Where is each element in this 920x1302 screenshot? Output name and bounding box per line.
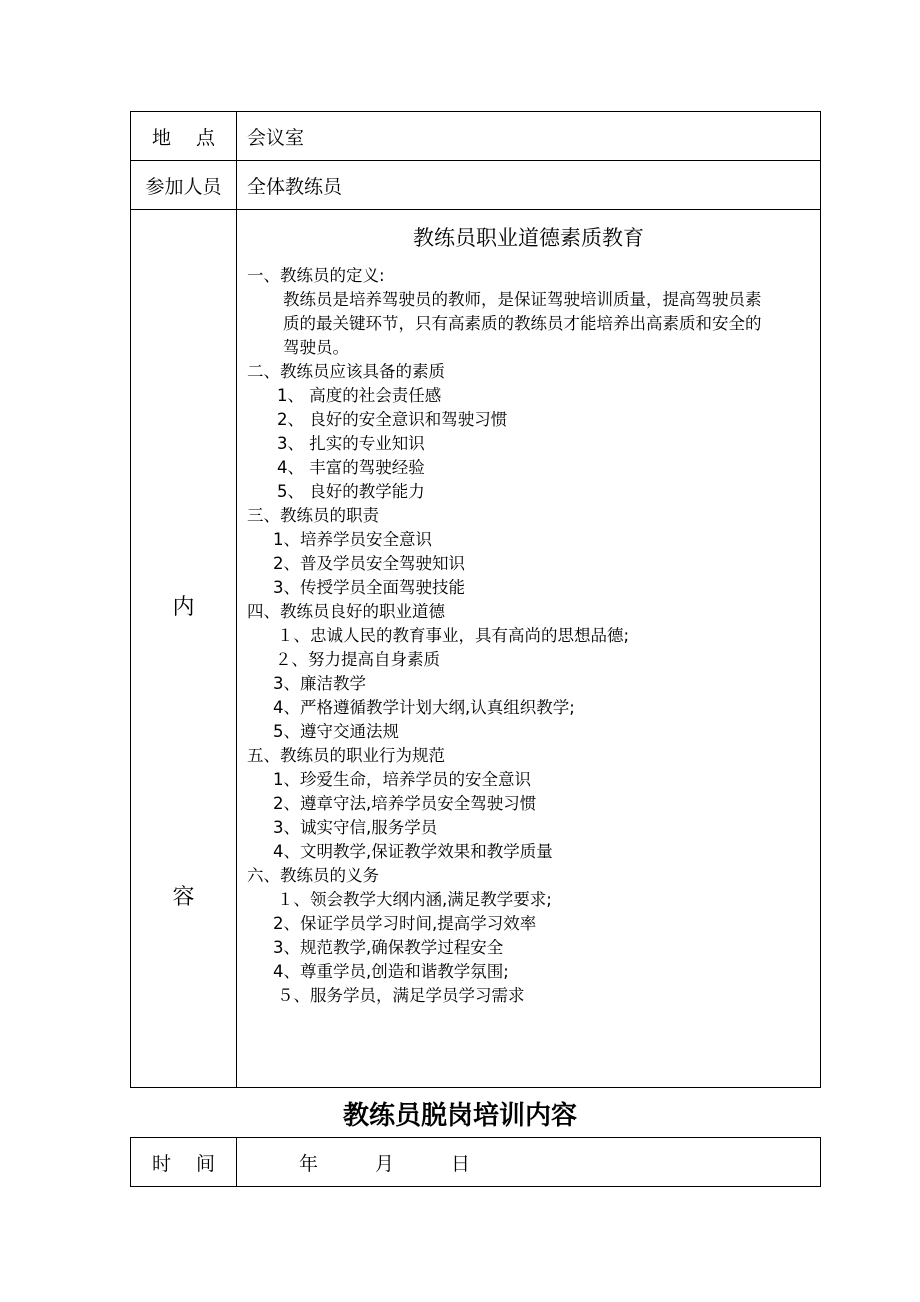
- content-line: 1、 高度的社会责任感: [277, 386, 442, 405]
- content-line: 质的最关键环节，只有高素质的教练员才能培养出高素质和安全的: [283, 314, 762, 333]
- main-title: 教练员脱岗培训内容: [342, 1101, 577, 1131]
- content-line: 驾驶员。: [283, 338, 349, 357]
- participants-label: 参加人员: [131, 161, 237, 210]
- content-line: 四、教练员良好的职业道德: [247, 602, 445, 621]
- content-line: 五、教练员的职业行为规范: [247, 746, 445, 765]
- content-line: 2、保证学员学习时间,提高学习效率: [273, 914, 537, 933]
- time-value: 年 月 日: [237, 1138, 821, 1187]
- content-label-top: 内: [172, 595, 195, 620]
- content-line: １、忠诚人民的教育事业，具有高尚的思想品德;: [277, 626, 630, 645]
- content-line: 3、传授学员全面驾驶技能: [273, 578, 465, 597]
- content-line: 2、 良好的安全意识和驾驶习惯: [277, 410, 508, 429]
- content-label-cell: [131, 210, 237, 1088]
- training-record-table: [130, 111, 821, 1088]
- content-line: 5、遵守交通法规: [273, 722, 399, 741]
- participants-row: [131, 161, 821, 210]
- content-label-bottom: 容: [172, 885, 195, 910]
- content-line: 三、教练员的职责: [247, 506, 379, 525]
- training-time-table: [130, 1137, 821, 1187]
- content-line: 一、教练员的定义:: [247, 266, 385, 285]
- content-line: 六、教练员的义务: [247, 866, 379, 885]
- location-row: [131, 112, 821, 161]
- content-line: 3、规范教学,确保教学过程安全: [273, 938, 504, 957]
- content-line: 3、廉洁教学: [273, 674, 366, 693]
- content-line: 4、文明教学,保证教学效果和教学质量: [273, 842, 553, 861]
- content-title: 教练员职业道德素质教育: [413, 226, 644, 250]
- time-row: [131, 1138, 821, 1187]
- content-line: ５、服务学员，满足学员学习需求: [277, 986, 525, 1005]
- content-line: 5、 良好的教学能力: [277, 482, 425, 501]
- location-label: 地 点: [131, 112, 237, 161]
- content-line: ２、努力提高自身素质: [275, 650, 440, 669]
- content-line: 4、严格遵循教学计划大纲,认真组织教学;: [273, 698, 575, 717]
- content-line: 1、珍爱生命，培养学员的安全意识: [273, 770, 531, 789]
- content-line: 二、教练员应该具备的素质: [247, 362, 445, 381]
- content-line: 教练员是培养驾驶员的教师，是保证驾驶培训质量，提高驾驶员素: [283, 290, 762, 309]
- content-line: 3、 扎实的专业知识: [277, 434, 425, 453]
- time-label: 时 间: [131, 1138, 237, 1187]
- content-line: 2、普及学员安全驾驶知识: [273, 554, 465, 573]
- content-body: [237, 210, 820, 1087]
- content-line: 3、诚实守信,服务学员: [273, 818, 438, 837]
- content-line: 1、培养学员安全意识: [273, 530, 432, 549]
- participants-value: 全体教练员: [237, 161, 821, 210]
- content-row: [131, 210, 821, 1088]
- location-value: 会议室: [237, 112, 821, 161]
- content-line: １、领会教学大纲内涵,满足教学要求;: [277, 890, 552, 909]
- content-cell: [237, 210, 821, 1088]
- content-line: 4、尊重学员,创造和谐教学氛围;: [273, 962, 509, 981]
- content-line: 2、遵章守法,培养学员安全驾驶习惯: [273, 794, 537, 813]
- content-line: 4、 丰富的驾驶经验: [277, 458, 425, 477]
